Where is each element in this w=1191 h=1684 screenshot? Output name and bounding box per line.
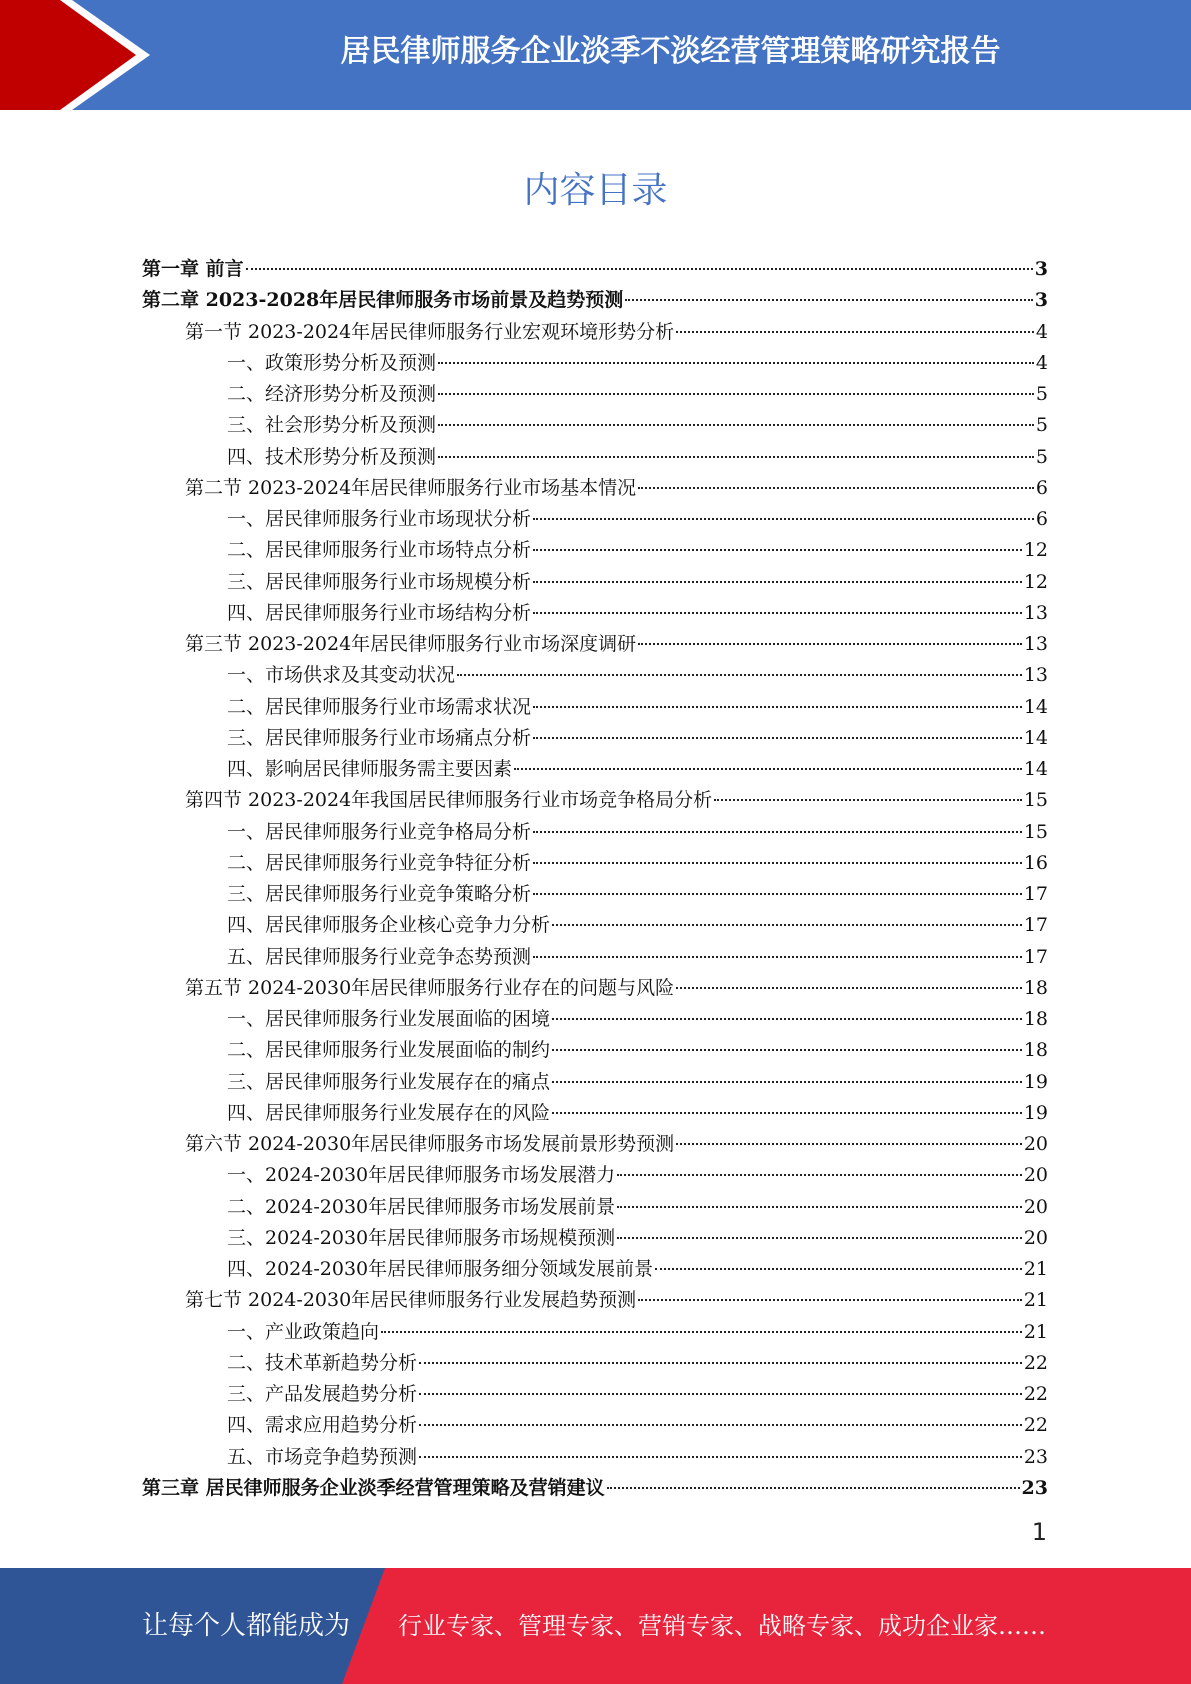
toc-entry[interactable]	[142, 1442, 1048, 1473]
toc-dot-leader	[419, 1392, 1022, 1395]
toc-dot-leader	[552, 923, 1022, 926]
toc-entry-page: 6	[1035, 508, 1048, 530]
toc-entry-page: 4	[1035, 351, 1048, 374]
toc-entry-title: 一、政策形势分析及预测	[227, 351, 437, 374]
toc-entry[interactable]	[142, 848, 1048, 879]
toc-entry-page: 20	[1023, 1133, 1048, 1155]
toc-dot-leader	[552, 1017, 1022, 1020]
toc-dot-leader	[533, 611, 1022, 614]
toc-entry[interactable]	[142, 879, 1048, 910]
toc-entry[interactable]	[142, 754, 1048, 785]
toc-entry-page: 3	[1034, 258, 1048, 280]
toc-entry[interactable]	[142, 598, 1048, 629]
toc-entry[interactable]	[142, 567, 1048, 598]
toc-dot-leader	[457, 673, 1022, 676]
toc-entry[interactable]	[142, 1254, 1048, 1285]
toc-dot-leader	[533, 892, 1022, 895]
toc-entry[interactable]	[142, 473, 1048, 504]
toc-entry-title: 第三章 居民律师服务企业淡季经营管理策略及营销建议	[142, 1476, 605, 1499]
toc-entry-title: 第六节 2024-2030年居民律师服务市场发展前景形势预测	[185, 1133, 675, 1155]
toc-dot-leader	[617, 1236, 1022, 1239]
toc-entry[interactable]	[142, 1192, 1048, 1223]
toc-entry[interactable]	[142, 629, 1048, 660]
toc-entry-page: 22	[1023, 1414, 1048, 1437]
toc-entry-title: 三、居民律师服务行业竞争策略分析	[227, 883, 532, 905]
toc-entry-title: 四、居民律师服务企业核心竞争力分析	[227, 914, 551, 937]
toc-entry-title: 三、居民律师服务行业发展存在的痛点	[227, 1070, 551, 1093]
toc-dot-leader	[514, 767, 1022, 770]
toc-entry-page: 21	[1023, 1289, 1048, 1312]
toc-entry[interactable]	[142, 379, 1048, 410]
toc-entry-page: 6	[1035, 476, 1048, 499]
toc-entry[interactable]	[142, 1317, 1048, 1348]
toc-dot-leader	[246, 267, 1033, 270]
toc-entry-page: 19	[1023, 1070, 1048, 1093]
toc-entry-page: 5	[1035, 445, 1048, 468]
toc-entry-title: 第二节 2023-2024年居民律师服务行业市场基本情况	[185, 476, 637, 499]
toc-dot-leader	[438, 392, 1034, 395]
report-title: 居民律师服务企业淡季不淡经营管理策略研究报告	[340, 34, 1001, 69]
page-number: 1	[1031, 1518, 1047, 1546]
toc-entry-title: 三、社会形势分析及预测	[227, 414, 437, 437]
toc-entry-page: 14	[1023, 726, 1048, 749]
toc-entry-title: 三、居民律师服务行业市场规模分析	[227, 570, 532, 593]
toc-entry-title: 四、需求应用趋势分析	[227, 1414, 418, 1437]
toc-dot-leader	[533, 955, 1022, 958]
toc-entry-page: 18	[1023, 1039, 1048, 1062]
toc-entry-title: 四、技术形势分析及预测	[227, 445, 437, 468]
toc-entry-page: 16	[1023, 851, 1048, 874]
toc-entry-page: 21	[1023, 1258, 1048, 1280]
toc-heading: 内容目录	[523, 170, 668, 211]
toc-dot-leader	[638, 1298, 1022, 1301]
toc-entry-page: 13	[1023, 633, 1048, 655]
toc-entry-title: 一、居民律师服务行业市场现状分析	[227, 508, 532, 530]
toc-entry-title: 二、2024-2030年居民律师服务市场发展前景	[227, 1195, 616, 1218]
toc-entry-title: 二、技术革新趋势分析	[227, 1351, 418, 1374]
footer-slogan-left: 让每个人都能成为	[142, 1611, 351, 1641]
toc-entry[interactable]	[142, 1285, 1048, 1316]
toc-entry-page: 3	[1034, 289, 1048, 312]
toc-dot-leader	[676, 1142, 1022, 1145]
toc-entry-page: 22	[1023, 1351, 1048, 1374]
toc-entry-page: 13	[1023, 664, 1048, 687]
toc-entry[interactable]	[142, 1129, 1048, 1160]
toc-dot-leader	[714, 798, 1022, 801]
toc-entry[interactable]	[142, 1410, 1048, 1441]
toc-entry[interactable]	[142, 723, 1048, 754]
toc-entry-page: 12	[1023, 539, 1048, 562]
toc-entry-title: 三、产品发展趋势分析	[227, 1383, 418, 1405]
footer-banner	[0, 1568, 1191, 1684]
toc-dot-leader	[438, 455, 1034, 458]
footer-slogan-right: 行业专家、管理专家、营销专家、战略专家、成功企业家……	[398, 1612, 1046, 1640]
toc-entry[interactable]	[142, 254, 1048, 285]
toc-entry-page: 18	[1023, 1008, 1048, 1030]
toc-entry[interactable]	[142, 973, 1048, 1004]
toc-entry[interactable]	[142, 535, 1048, 566]
toc-entry-title: 四、影响居民律师服务需主要因素	[227, 758, 513, 780]
header-banner	[0, 0, 1191, 110]
toc-entry-title: 一、产业政策趋向	[227, 1320, 380, 1343]
toc-entry[interactable]	[142, 1348, 1048, 1379]
toc-dot-leader	[625, 298, 1033, 301]
toc-entry-page: 17	[1023, 914, 1048, 937]
toc-entry-page: 21	[1023, 1320, 1048, 1343]
toc-dot-leader	[533, 705, 1022, 708]
toc-entry[interactable]	[142, 1160, 1048, 1191]
toc-dot-leader	[552, 1111, 1022, 1114]
toc-entry[interactable]	[142, 410, 1048, 441]
toc-entry-page: 5	[1035, 414, 1048, 437]
toc-entry-title: 第四节 2023-2024年我国居民律师服务行业市场竞争格局分析	[185, 789, 713, 812]
toc-entry[interactable]	[142, 1098, 1048, 1129]
toc-entry-title: 二、居民律师服务行业发展面临的制约	[227, 1039, 551, 1062]
toc-entry-page: 17	[1023, 883, 1048, 905]
toc-entry-title: 四、居民律师服务行业市场结构分析	[227, 601, 532, 624]
chevron-arrow-icon	[0, 0, 160, 110]
toc-entry[interactable]	[142, 504, 1048, 535]
toc-entry-title: 二、经济形势分析及预测	[227, 383, 437, 405]
toc-entry[interactable]	[142, 817, 1048, 848]
toc-dot-leader	[533, 861, 1022, 864]
toc-entry-title: 第二章 2023-2028年居民律师服务市场前景及趋势预测	[142, 289, 624, 312]
toc-dot-leader	[533, 830, 1022, 833]
toc-entry[interactable]	[142, 1223, 1048, 1254]
toc-entry-title: 二、居民律师服务行业市场需求状况	[227, 695, 532, 718]
toc-entry-page: 15	[1023, 820, 1048, 843]
toc-entry-page: 20	[1023, 1164, 1048, 1187]
toc-entry-title: 四、2024-2030年居民律师服务细分领域发展前景	[227, 1258, 654, 1280]
toc-entry-page: 12	[1023, 570, 1048, 593]
toc-entry[interactable]	[142, 348, 1048, 379]
toc-dot-leader	[638, 642, 1022, 645]
toc-entry[interactable]	[142, 1035, 1048, 1066]
toc-dot-leader	[533, 517, 1034, 520]
toc-entry[interactable]	[142, 317, 1048, 348]
toc-entry[interactable]	[142, 1067, 1048, 1098]
toc-dot-leader	[617, 1173, 1022, 1176]
toc-entry[interactable]	[142, 285, 1048, 316]
toc-entry[interactable]	[142, 942, 1048, 973]
toc-entry-page: 20	[1023, 1226, 1048, 1249]
toc-dot-leader	[617, 1205, 1022, 1208]
toc-entry-title: 三、居民律师服务行业市场痛点分析	[227, 726, 532, 749]
toc-dot-leader	[638, 486, 1034, 489]
toc-entry-title: 第三节 2023-2024年居民律师服务行业市场深度调研	[185, 633, 637, 655]
toc-entry-title: 五、居民律师服务行业竞争态势预测	[227, 945, 532, 968]
toc-entry-page: 17	[1023, 945, 1048, 968]
toc-dot-leader	[419, 1423, 1022, 1426]
toc-entry-title: 三、2024-2030年居民律师服务市场规模预测	[227, 1226, 616, 1249]
toc-entry-title: 第一节 2023-2024年居民律师服务行业宏观环境形势分析	[185, 320, 675, 343]
toc-entry-page: 14	[1023, 695, 1048, 718]
toc-entry-page: 20	[1023, 1195, 1048, 1218]
toc-dot-leader	[419, 1361, 1022, 1364]
toc-entry-page: 23	[1021, 1476, 1048, 1499]
toc-entry[interactable]	[142, 1473, 1048, 1504]
toc-entry-title: 第一章 前言	[142, 258, 244, 280]
toc-entry-page: 23	[1023, 1445, 1048, 1468]
toc-entry[interactable]	[142, 692, 1048, 723]
toc-entry-title: 一、市场供求及其变动状况	[227, 664, 456, 687]
toc-entry-title: 二、居民律师服务行业竞争特征分析	[227, 851, 532, 874]
toc-entry-page: 18	[1023, 976, 1048, 999]
toc-entry[interactable]	[142, 1004, 1048, 1035]
toc-entry[interactable]	[142, 1379, 1048, 1410]
toc-entry-page: 14	[1023, 758, 1048, 780]
toc-dot-leader	[676, 986, 1022, 989]
toc-entry[interactable]	[142, 785, 1048, 816]
toc-dot-leader	[533, 548, 1022, 551]
toc-entry-title: 二、居民律师服务行业市场特点分析	[227, 539, 532, 562]
toc-entry-page: 15	[1023, 789, 1048, 812]
toc-dot-leader	[607, 1486, 1020, 1489]
toc-entry-page: 19	[1023, 1101, 1048, 1124]
toc-entry-title: 四、居民律师服务行业发展存在的风险	[227, 1101, 551, 1124]
toc-entry-title: 一、居民律师服务行业发展面临的困境	[227, 1008, 551, 1030]
toc-dot-leader	[676, 330, 1034, 333]
toc-entry[interactable]	[142, 442, 1048, 473]
table-of-contents	[142, 254, 1048, 1504]
toc-dot-leader	[533, 580, 1022, 583]
toc-dot-leader	[655, 1267, 1022, 1270]
toc-dot-leader	[381, 1330, 1022, 1333]
toc-entry[interactable]	[142, 660, 1048, 691]
toc-entry-page: 22	[1023, 1383, 1048, 1405]
toc-entry-page: 13	[1023, 601, 1048, 624]
toc-dot-leader	[438, 423, 1034, 426]
toc-entry-page: 4	[1035, 320, 1048, 343]
toc-dot-leader	[419, 1455, 1022, 1458]
toc-entry[interactable]	[142, 910, 1048, 941]
toc-dot-leader	[552, 1080, 1022, 1083]
toc-dot-leader	[533, 736, 1022, 739]
toc-entry-title: 一、居民律师服务行业竞争格局分析	[227, 820, 532, 843]
toc-entry-title: 第七节 2024-2030年居民律师服务行业发展趋势预测	[185, 1289, 637, 1312]
toc-entry-title: 第五节 2024-2030年居民律师服务行业存在的问题与风险	[185, 976, 675, 999]
toc-entry-title: 五、市场竞争趋势预测	[227, 1445, 418, 1468]
toc-dot-leader	[552, 1048, 1022, 1051]
toc-entry-title: 一、2024-2030年居民律师服务市场发展潜力	[227, 1164, 616, 1187]
toc-entry-page: 5	[1035, 383, 1048, 405]
toc-dot-leader	[438, 361, 1034, 364]
